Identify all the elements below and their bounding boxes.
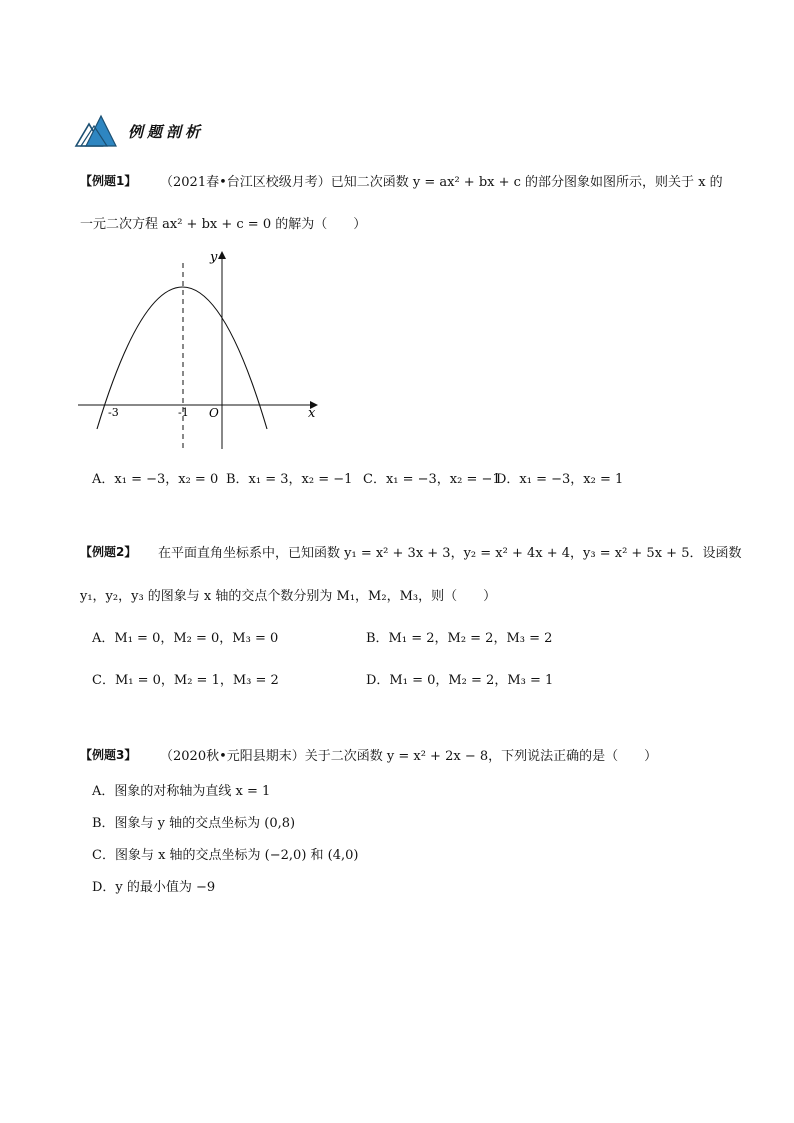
q1-tag: 【例题1】 <box>80 174 137 188</box>
tick-label-neg1: -1 <box>178 406 189 419</box>
q1-line2: 一元二次方程 ax² + bx + c = 0 的解为（ ） <box>80 217 367 232</box>
q3-option-c[interactable]: C．图象与 x 轴的交点坐标为 (−2,0) 和 (4,0) <box>92 848 359 863</box>
q3-option-b[interactable]: B．图象与 y 轴的交点坐标为 (0,8) <box>92 816 296 831</box>
q1-parabola-graph <box>70 245 340 460</box>
q2-line2: y₁，y₂，y₃ 的图象与 x 轴的交点个数分别为 M₁，M₂，M₃，则（ ） <box>80 589 497 604</box>
q1-option-b[interactable]: B．x₁ = 3，x₂ = −1 <box>226 472 353 487</box>
q3-line1: （2020秋•元阳县期末）关于二次函数 y = x² + 2x − 8，下列说法正确的是（ ） <box>160 749 658 764</box>
q2-option-d[interactable]: D．M₁ = 0，M₂ = 2，M₃ = 1 <box>366 673 554 688</box>
q2-line1: 在平面直角坐标系中，已知函数 y₁ = x² + 3x + 3，y₂ = x² + 4x + 4，y₃ = x² + 5x + 5．设函数 <box>158 546 742 561</box>
q1-option-a[interactable]: A．x₁ = −3，x₂ = 0 <box>92 472 219 487</box>
q2-option-b[interactable]: B．M₁ = 2，M₂ = 2，M₃ = 2 <box>366 631 553 646</box>
q2-option-c[interactable]: C．M₁ = 0，M₂ = 1，M₃ = 2 <box>92 673 279 688</box>
section-title: 例题剖析 <box>128 123 205 141</box>
q1-option-c[interactable]: C．x₁ = −3，x₂ = −1 <box>363 472 501 487</box>
x-axis-label: x <box>308 406 316 421</box>
q3-option-a[interactable]: A．图象的对称轴为直线 x = 1 <box>92 784 271 799</box>
q3-tag: 【例题3】 <box>80 748 137 762</box>
q3-option-d[interactable]: D．y 的最小值为 −9 <box>92 880 216 895</box>
q1-line1: （2021春•台江区校级月考）已知二次函数 y = ax² + bx + c 的部分图象如图所示，则关于 x 的 <box>160 175 723 190</box>
y-axis-label: y <box>210 250 218 265</box>
q2-tag: 【例题2】 <box>80 545 137 559</box>
q1-option-d[interactable]: D．x₁ = −3，x₂ = 1 <box>496 472 624 487</box>
origin-label: O <box>209 406 219 420</box>
triangle-logo-icon <box>72 112 122 148</box>
q2-option-a[interactable]: A．M₁ = 0，M₂ = 0，M₃ = 0 <box>92 631 279 646</box>
tick-label-neg3: -3 <box>108 406 119 419</box>
